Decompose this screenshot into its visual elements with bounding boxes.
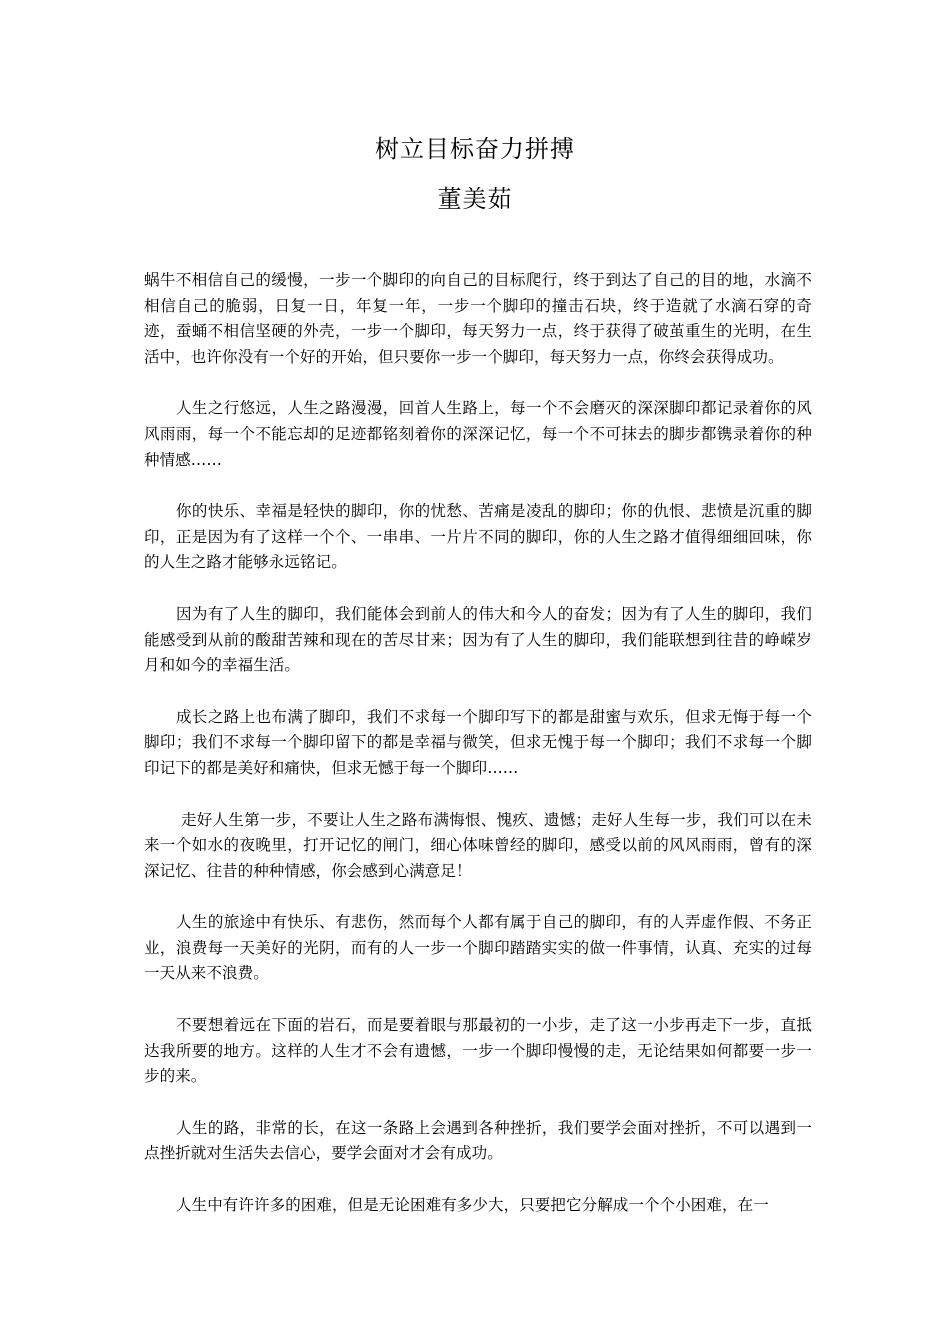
document-title: 树立目标奋力拼搏 (375, 135, 575, 163)
paragraph-2: 人生之行悠远，人生之路漫漫，回首人生路上，每一个不会磨灭的深深脚印都记录着你的风风雨雨，每一个不能忘却的足迹都铭刻着你的深深记忆，每一个不可抹去的脚步都镌录着你的种种情感…… (144, 399, 812, 469)
paragraph-8: 不要想着远在下面的岩石，而是要着眼与那最初的一小步，走了这一小步再走下一步，直抵达我所要的地方。这样的人生才不会有遗憾，一步一个脚印慢慢的走，无论结果如何都要一步一步的来。 (144, 1016, 812, 1086)
paragraph-5: 成长之路上也布满了脚印，我们不求每一个脚印写下的都是甜蜜与欢乐，但求无悔于每一个脚印；我们不求每一个脚印留下的都是幸福与微笑，但求无愧于每一个脚印；我们不求每一个脚印记下的都是美好和痛快，但求无憾于每一个脚印…… (144, 707, 812, 777)
paragraph-3: 你的快乐、幸福是轻快的脚印，你的忧愁、苦痛是凌乱的脚印；你的仇恨、悲愤是沉重的脚印，正是因为有了这样一个个、一串串、一片片不同的脚印，你的人生之路才值得细细回味，你的人生之路才能够永远铭记。 (144, 502, 812, 572)
paragraph-4: 因为有了人生的脚印，我们能体会到前人的伟大和今人的奋发；因为有了人生的脚印，我们能感受到从前的酸甜苦辣和现在的苦尽甘来；因为有了人生的脚印，我们能联想到往昔的峥嵘岁月和如今的幸福生活。 (144, 604, 812, 675)
paragraph-7: 人生的旅途中有快乐、有悲伤，然而每个人都有属于自己的脚印，有的人弄虚作假、不务正业，浪费每一天美好的光阴，而有的人一步一个脚印踏踏实实的做一件事情，认真、充实的过每一天从来不浪费。 (144, 913, 812, 983)
paragraph-1: 蜗牛不相信自己的缓慢，一步一个脚印的向自己的目标爬行，终于到达了自己的目的地，水滴不相信自己的脆弱，日复一日，年复一年，一步一个脚印的撞击石块，终于造就了水滴石穿的奇迹，蚕蛹不相信坚硬的外壳，一步一个脚印，每天努力一点，终于获得了破茧重生的光明，在生活中，也许你没有一个好的开始，但只要你一步一个脚印，每天努力一点，你终会获得成功。 (144, 271, 812, 366)
document-body (144, 268, 812, 1245)
document-author: 董美茹 (437, 185, 513, 213)
paragraph-9: 人生的路，非常的长，在这一条路上会遇到各种挫折，我们要学会面对挫折，不可以遇到一点挫折就对生活失去信心，要学会面对才会有成功。 (144, 1118, 812, 1163)
paragraph-6: 走好人生第一步，不要让人生之路布满悔恨、愧疚、遗憾；走好人生每一步，我们可以在未来一个如水的夜晚里，打开记忆的闸门，细心体味曾经的脚印，感受以前的风风雨雨，曾有的深深记忆、往昔的种种情感，你会感到心满意足！ (144, 810, 812, 880)
paragraph-10: 人生中有许许多的困难，但是无论困难有多少大，只要把它分解成一个个小困难，在一 (176, 1196, 769, 1215)
